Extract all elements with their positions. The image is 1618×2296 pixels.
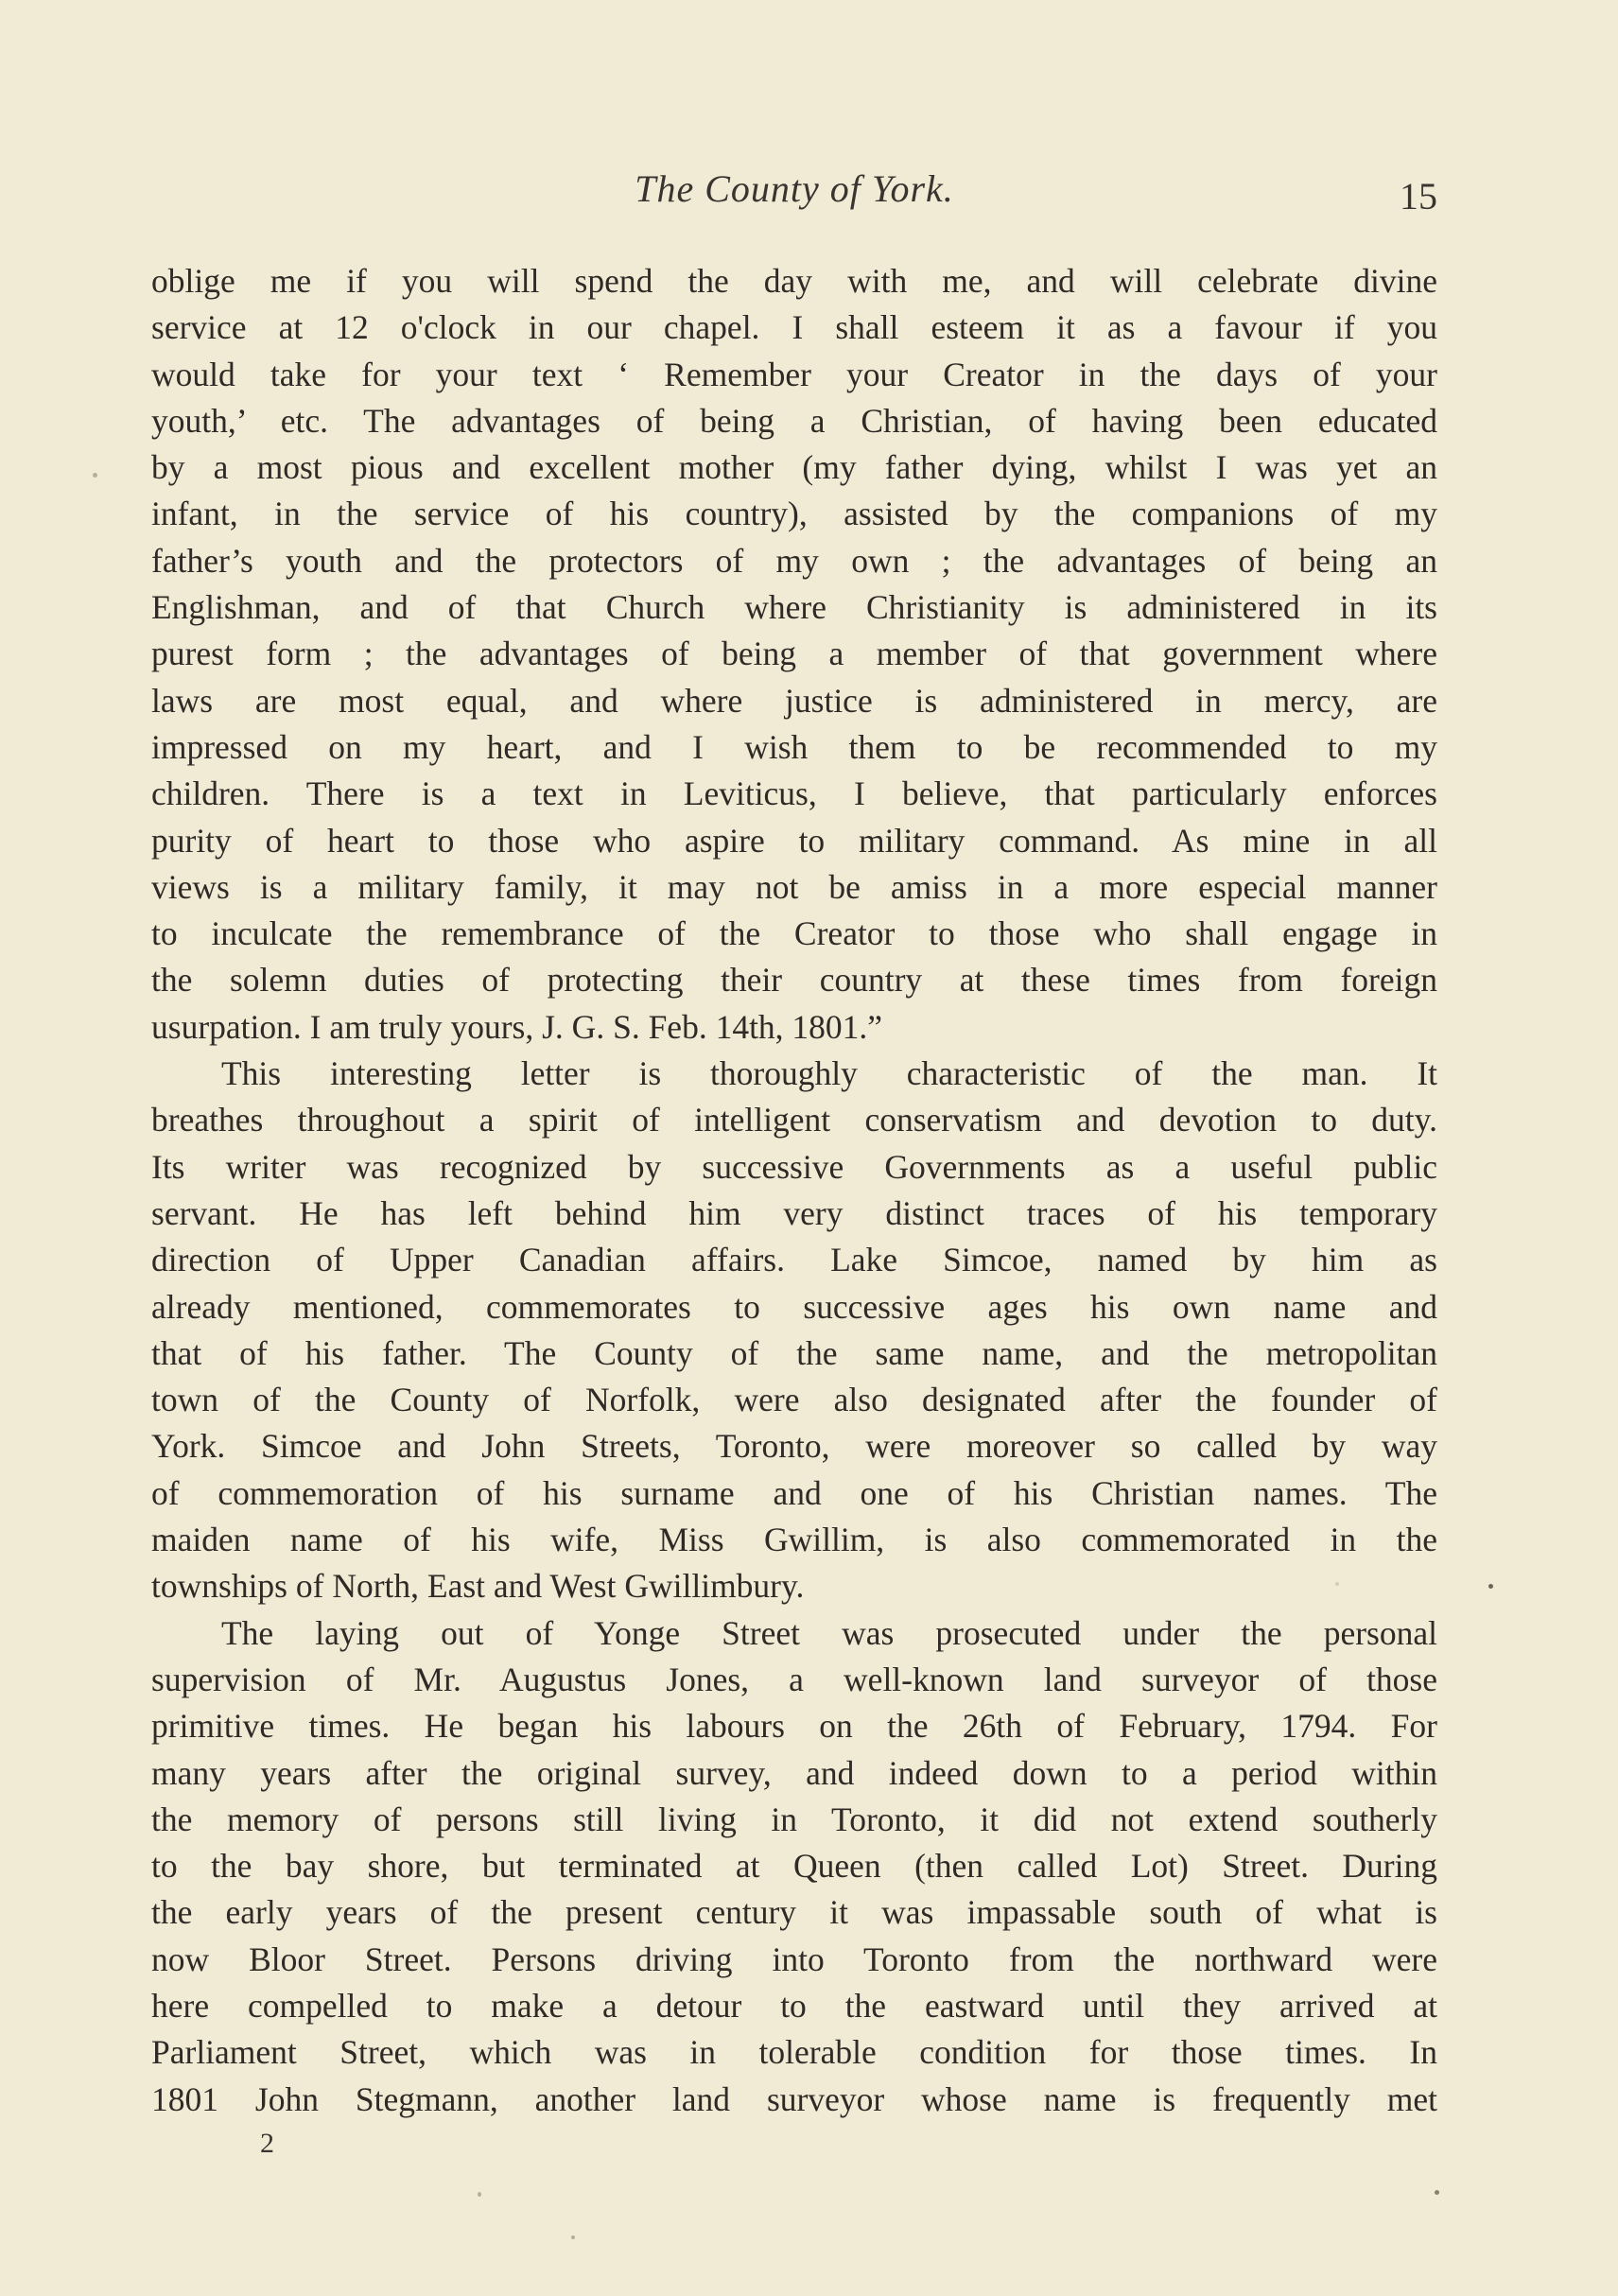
page-number: 15 — [1400, 175, 1437, 217]
paragraph-start: The laying out of Yonge Street was prosecuted under the personal — [221, 1613, 1437, 1652]
running-title: The County of York. — [635, 167, 954, 210]
text-line: Parliament Street, which was in tolerable condition for those times. In — [151, 2033, 1437, 2072]
paper-speck — [571, 2235, 575, 2239]
text-line: maiden name of his wife, Miss Gwillim, is also commemorated in the — [151, 1521, 1437, 1559]
text-line: purity of heart to those who aspire to military command. As mine in all — [151, 821, 1437, 860]
text-line: the memory of persons still living in Toronto, it did not extend southerly — [151, 1800, 1437, 1838]
text-line: direction of Upper Canadian affairs. Lake Simcoe, named by him as — [151, 1241, 1437, 1279]
text-line: service at 12 o'clock in our chapel. I shall esteem it as a favour if you — [151, 308, 1437, 347]
page-header — [151, 166, 1437, 223]
text-line: Its writer was recognized by successive Governments as a useful public — [151, 1147, 1437, 1186]
text-line: laws are most equal, and where justice is administered in mercy, are — [151, 681, 1437, 720]
text-line: here compelled to make a detour to the eastward until they arrived at — [151, 1986, 1437, 2025]
text-line: 1801 John Stegmann, another land surveyor whose name is frequently met — [151, 2079, 1437, 2118]
text-line: purest form ; the advantages of being a member of that government where — [151, 635, 1437, 673]
text-line: the early years of the present century it was impassable south of what is — [151, 1893, 1437, 1932]
text-line: infant, in the service of his country), assisted by the companions of my — [151, 495, 1437, 533]
body-text — [151, 258, 1437, 2123]
text-line: usurpation. I am truly yours, J. G. S. Feb. 14th, 1801.” — [151, 1007, 883, 1046]
text-line: primitive times. He began his labours on the 26th of February, 1794. For — [151, 1707, 1437, 1746]
text-line: father’s youth and the protectors of my own ; the advantages of being an — [151, 541, 1437, 580]
paper-speck — [93, 473, 97, 478]
text-line: many years after the original survey, and indeed down to a period within — [151, 1753, 1437, 1792]
text-line: townships of North, East and West Gwillimbury. — [151, 1567, 805, 1606]
text-line: York. Simcoe and John Streets, Toronto, were moreover so called by way — [151, 1427, 1437, 1466]
text-line: that of his father. The County of the same name, and the metropolitan — [151, 1333, 1437, 1372]
text-line: views is a military family, it may not be amiss in a more especial manner — [151, 867, 1437, 906]
text-line: supervision of Mr. Augustus Jones, a well-known land surveyor of those — [151, 1660, 1437, 1698]
text-line: to inculcate the remembrance of the Creator to those who shall engage in — [151, 914, 1437, 953]
paper-speck — [1488, 1584, 1493, 1589]
text-line: servant. He has left behind him very distinct traces of his temporary — [151, 1193, 1437, 1232]
paragraph-start: This interesting letter is thoroughly characteristic of the man. It — [221, 1054, 1437, 1093]
text-line: impressed on my heart, and I wish them to be recommended to my — [151, 727, 1437, 766]
text-line: breathes throughout a spirit of intelligent conservatism and devotion to duty. — [151, 1101, 1437, 1139]
paper-speck — [478, 2192, 481, 2197]
text-line: would take for your text ‘ Remember your Creator in the days of your — [151, 355, 1437, 393]
text-line: youth,’ etc. The advantages of being a Christian, of having been educated — [151, 401, 1437, 440]
signature-mark: 2 — [260, 2128, 274, 2159]
text-line: children. There is a text in Leviticus, I believe, that particularly enforces — [151, 774, 1437, 813]
text-line: of commemoration of his surname and one of his Christian names. The — [151, 1473, 1437, 1512]
paper-speck — [1335, 1582, 1339, 1586]
text-line: now Bloor Street. Persons driving into Toronto from the northward were — [151, 1939, 1437, 1978]
text-line: oblige me if you will spend the day with me, and will celebrate divine — [151, 262, 1437, 300]
text-line: the solemn duties of protecting their country at these times from foreign — [151, 961, 1437, 1000]
paper-speck — [1435, 2190, 1439, 2195]
text-line: town of the County of Norfolk, were also designated after the founder of — [151, 1381, 1437, 1419]
text-line: by a most pious and excellent mother (my father dying, whilst I was yet an — [151, 448, 1437, 487]
text-line: already mentioned, commemorates to successive ages his own name and — [151, 1287, 1437, 1326]
text-line: Englishman, and of that Church where Christianity is administered in its — [151, 588, 1437, 627]
text-line: to the bay shore, but terminated at Queen (then called Lot) Street. During — [151, 1847, 1437, 1886]
